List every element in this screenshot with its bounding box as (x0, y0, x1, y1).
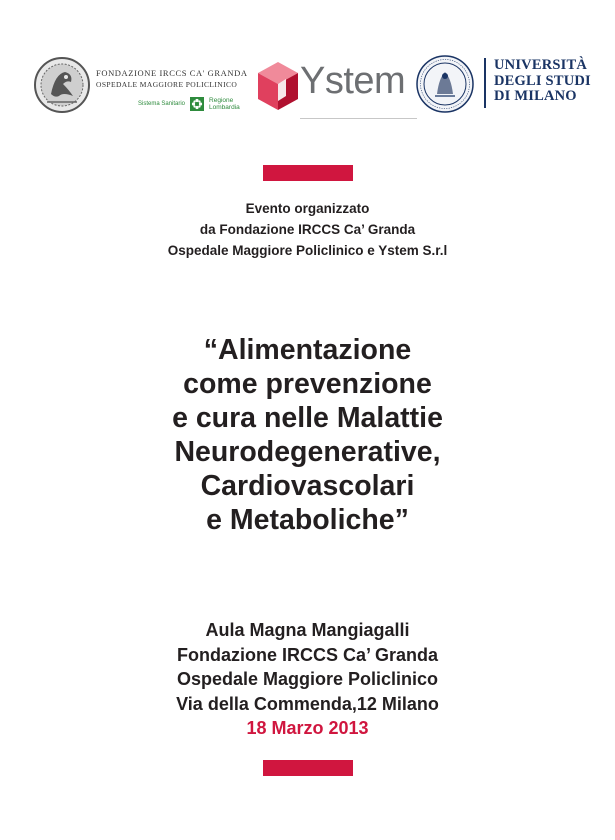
sistema-sanitario-label: Sistema Sanitario (138, 101, 186, 107)
organizer-block (0, 198, 615, 261)
ystem-logo (256, 56, 411, 118)
title-line1: “Alimentazione (203, 334, 412, 366)
ystem-mark-icon (256, 60, 300, 116)
organizer-line2: da Fondazione IRCCS Ca’ Granda (199, 222, 416, 237)
organizer-line1: Evento organizzato (245, 201, 370, 216)
title-line2: come prevenzione (183, 368, 432, 400)
unimi-name (494, 58, 591, 105)
venue-line1: Aula Magna Mangiagalli (205, 620, 410, 640)
top-accent-bar (263, 165, 353, 181)
policlinico-line2: OSPEDALE MAGGIORE POLICLINICO (96, 80, 238, 89)
title-line5: Cardiovascolari (200, 470, 415, 502)
ystem-wordmark: Ystem (300, 60, 406, 102)
unimi-line3: DI MILANO (494, 88, 577, 104)
venue-line3: Ospedale Maggiore Policlinico (176, 669, 439, 689)
unimi-line2: DEGLI STUDI (494, 72, 591, 89)
title-line6: e Metaboliche” (206, 504, 409, 536)
bottom-accent-bar (263, 760, 353, 776)
policlinico-seal-icon (33, 56, 91, 114)
unimi-divider (484, 58, 486, 108)
regione-line1: Regione (209, 97, 234, 104)
title-line3: e cura nelle Malattie (172, 402, 443, 434)
venue-block (0, 618, 615, 741)
event-title (0, 333, 615, 537)
lombardia-rose-icon (190, 97, 204, 111)
regione-line2: Lombardia (209, 104, 240, 111)
regione-lombardia-logo (138, 97, 240, 111)
venue-line2: Fondazione IRCCS Ca’ Granda (176, 644, 439, 665)
organizer-line3: Ospedale Maggiore Policlinico e Ystem S.r.l (167, 243, 448, 258)
venue-line4: Via della Commenda,12 Milano (176, 693, 439, 714)
policlinico-name (96, 68, 256, 89)
unimi-line1: UNIVERSITÀ (494, 57, 588, 73)
policlinico-line1: FONDAZIONE IRCCS CA' GRANDA (96, 68, 248, 78)
ystem-underline (300, 118, 417, 119)
regione-label (209, 97, 240, 111)
event-date: 18 Marzo 2013 (246, 718, 369, 738)
unimi-seal-icon (415, 54, 475, 114)
title-line4: Neurodegenerative, (174, 436, 441, 468)
logo-header (0, 48, 615, 123)
